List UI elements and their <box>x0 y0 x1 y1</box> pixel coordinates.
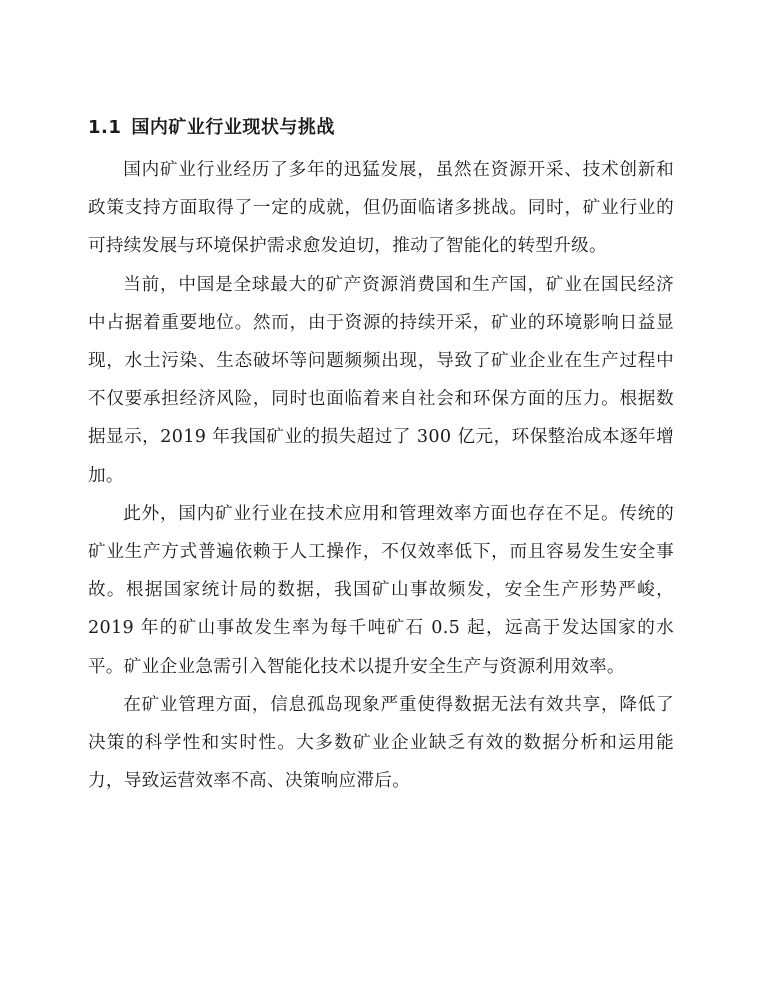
paragraph-2: 当前，中国是全球最大的矿产资源消费国和生产国，矿业在国民经济中占据着重要地位。然而，由于资源的持续开采，矿业的环境影响日益显现，水土污染、生态破坏等问题频频出现，导致了矿业企业在生产过程中不仅要承担经济风险，同时也面临着来自社会和环保方面的压力。根据数据显示，2019 年我国矿业的损失超过了 300 亿元，环保整治成本逐年增加。 <box>88 274 674 486</box>
section-heading <box>88 113 674 143</box>
section-title: 国内矿业行业现状与挑战 <box>131 117 335 138</box>
paragraph-3: 此外，国内矿业行业在技术应用和管理效率方面也存在不足。传统的矿业生产方式普遍依赖于人工操作，不仅效率低下，而且容易发生安全事故。根据国家统计局的数据，我国矿山事故频发，安全生产形势严峻，2019 年的矿山事故发生率为每千吨矿石 0.5 起，远高于发达国家的水平。矿业企业急需引入智能化技术以提升安全生产与资源利用效率。 <box>88 503 674 677</box>
paragraph-4: 在矿业管理方面，信息孤岛现象严重使得数据无法有效共享，降低了决策的科学性和实时性。大多数矿业企业缺乏有效的数据分析和运用能力，导致运营效率不高、决策响应滞后。 <box>88 694 674 792</box>
paragraph-1: 国内矿业行业经历了多年的迅猛发展，虽然在资源开采、技术创新和政策支持方面取得了一定的成就，但仍面临诸多挑战。同时，矿业行业的可持续发展与环境保护需求愈发迫切，推动了智能化的转型升级。 <box>88 160 674 257</box>
document-page <box>88 113 674 800</box>
section-number: 1.1 <box>88 117 122 138</box>
